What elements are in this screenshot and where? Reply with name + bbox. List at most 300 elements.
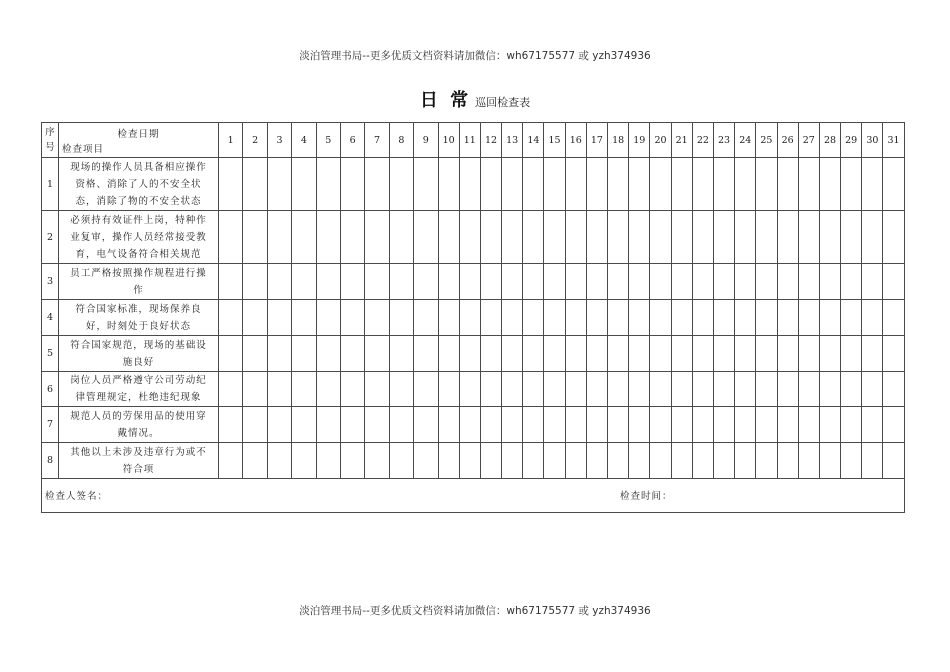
check-cell[interactable]	[629, 300, 650, 336]
check-cell[interactable]	[438, 372, 459, 407]
check-cell[interactable]	[777, 158, 798, 211]
check-cell[interactable]	[713, 211, 734, 264]
check-cell[interactable]	[219, 211, 243, 264]
check-cell[interactable]	[502, 158, 523, 211]
check-cell[interactable]	[629, 372, 650, 407]
check-cell[interactable]	[650, 372, 671, 407]
check-cell[interactable]	[777, 211, 798, 264]
check-cell[interactable]	[243, 300, 267, 336]
check-cell[interactable]	[243, 336, 267, 372]
check-cell[interactable]	[671, 443, 692, 479]
check-cell[interactable]	[292, 336, 316, 372]
check-cell[interactable]	[862, 372, 883, 407]
check-cell[interactable]	[365, 443, 389, 479]
check-cell[interactable]	[502, 407, 523, 443]
check-cell[interactable]	[713, 158, 734, 211]
check-cell[interactable]	[480, 336, 501, 372]
check-cell[interactable]	[219, 372, 243, 407]
check-cell[interactable]	[777, 407, 798, 443]
check-cell[interactable]	[841, 407, 862, 443]
check-cell[interactable]	[316, 211, 340, 264]
check-cell[interactable]	[544, 336, 565, 372]
check-cell[interactable]	[523, 443, 544, 479]
check-cell[interactable]	[267, 407, 291, 443]
check-cell[interactable]	[629, 407, 650, 443]
row-item-line: 必须持有效证件上岗，特种作	[70, 214, 207, 226]
check-cell[interactable]	[544, 211, 565, 264]
check-cell[interactable]	[819, 300, 840, 336]
signature-row	[42, 479, 905, 513]
check-cell[interactable]	[316, 372, 340, 407]
row-item	[59, 336, 219, 372]
row-item-line: 规范人员的劳保用品的使用穿	[70, 410, 207, 422]
check-cell[interactable]	[414, 372, 438, 407]
day-header: 1	[219, 123, 243, 158]
row-item-line: 符合项	[122, 463, 155, 475]
check-cell[interactable]	[292, 372, 316, 407]
check-cell[interactable]	[389, 264, 413, 300]
check-cell[interactable]	[243, 264, 267, 300]
check-cell[interactable]	[438, 336, 459, 372]
check-cell[interactable]	[523, 211, 544, 264]
check-cell[interactable]	[523, 158, 544, 211]
check-cell[interactable]	[883, 158, 904, 211]
check-cell[interactable]	[756, 372, 777, 407]
check-cell[interactable]	[219, 407, 243, 443]
check-cell[interactable]	[841, 264, 862, 300]
check-cell[interactable]	[629, 264, 650, 300]
check-cell[interactable]	[650, 211, 671, 264]
table-row	[42, 372, 905, 407]
check-cell[interactable]	[219, 300, 243, 336]
check-cell[interactable]	[586, 264, 607, 300]
check-cell[interactable]	[650, 158, 671, 211]
check-cell[interactable]	[608, 264, 629, 300]
check-cell[interactable]	[841, 300, 862, 336]
row-item-line: 好，时刻处于良好状态	[85, 320, 191, 332]
check-cell[interactable]	[608, 158, 629, 211]
check-cell[interactable]	[267, 211, 291, 264]
check-cell[interactable]	[692, 300, 713, 336]
check-cell[interactable]	[267, 158, 291, 211]
check-cell[interactable]	[459, 336, 480, 372]
check-cell[interactable]	[862, 300, 883, 336]
check-cell[interactable]	[862, 407, 883, 443]
check-cell[interactable]	[544, 300, 565, 336]
check-cell[interactable]	[735, 407, 756, 443]
check-cell[interactable]	[292, 443, 316, 479]
check-cell[interactable]	[340, 158, 364, 211]
time-label: 检查时间：	[620, 491, 673, 502]
check-cell[interactable]	[414, 407, 438, 443]
day-header: 19	[629, 123, 650, 158]
check-cell[interactable]	[414, 443, 438, 479]
check-cell[interactable]	[316, 158, 340, 211]
check-cell[interactable]	[316, 336, 340, 372]
check-cell[interactable]	[735, 211, 756, 264]
check-cell[interactable]	[438, 407, 459, 443]
check-cell[interactable]	[316, 300, 340, 336]
check-cell[interactable]	[735, 443, 756, 479]
check-cell[interactable]	[756, 336, 777, 372]
check-cell[interactable]	[841, 372, 862, 407]
check-cell[interactable]	[629, 158, 650, 211]
check-cell[interactable]	[629, 211, 650, 264]
check-cell[interactable]	[365, 158, 389, 211]
day-header: 31	[883, 123, 904, 158]
check-cell[interactable]	[292, 407, 316, 443]
check-cell[interactable]	[713, 264, 734, 300]
check-cell[interactable]	[692, 407, 713, 443]
check-cell[interactable]	[883, 443, 904, 479]
check-cell[interactable]	[459, 407, 480, 443]
check-cell[interactable]	[365, 336, 389, 372]
row-item	[59, 158, 219, 211]
check-cell[interactable]	[671, 407, 692, 443]
check-cell[interactable]	[650, 443, 671, 479]
table-row	[42, 443, 905, 479]
check-cell[interactable]	[608, 211, 629, 264]
row-item-line: 态，消除了物的不安全状态	[75, 195, 202, 207]
check-cell[interactable]	[340, 264, 364, 300]
check-cell[interactable]	[735, 158, 756, 211]
check-cell[interactable]	[565, 372, 586, 407]
check-cell[interactable]	[798, 443, 819, 479]
check-cell[interactable]	[862, 443, 883, 479]
check-cell[interactable]	[502, 372, 523, 407]
check-cell[interactable]	[480, 211, 501, 264]
check-cell[interactable]	[459, 372, 480, 407]
check-cell[interactable]	[798, 336, 819, 372]
check-cell[interactable]	[798, 211, 819, 264]
check-cell[interactable]	[756, 407, 777, 443]
day-header: 20	[650, 123, 671, 158]
check-cell[interactable]	[544, 158, 565, 211]
check-cell[interactable]	[267, 372, 291, 407]
check-cell[interactable]	[389, 407, 413, 443]
check-cell[interactable]	[438, 443, 459, 479]
check-cell[interactable]	[340, 407, 364, 443]
check-cell[interactable]	[650, 407, 671, 443]
check-cell[interactable]	[756, 158, 777, 211]
check-cell[interactable]	[438, 158, 459, 211]
check-cell[interactable]	[243, 158, 267, 211]
check-cell[interactable]	[819, 264, 840, 300]
check-cell[interactable]	[692, 264, 713, 300]
check-cell[interactable]	[438, 264, 459, 300]
check-cell[interactable]	[713, 300, 734, 336]
check-cell[interactable]	[565, 264, 586, 300]
check-cell[interactable]	[565, 443, 586, 479]
check-cell[interactable]	[883, 372, 904, 407]
check-cell[interactable]	[389, 211, 413, 264]
check-cell[interactable]	[798, 372, 819, 407]
check-cell[interactable]	[502, 211, 523, 264]
check-cell[interactable]	[671, 300, 692, 336]
day-header: 18	[608, 123, 629, 158]
signature-cell[interactable]	[42, 479, 905, 513]
check-cell[interactable]	[480, 264, 501, 300]
row-item-line: 其他以上未涉及违章行为或不	[70, 446, 207, 458]
check-cell[interactable]	[389, 443, 413, 479]
check-cell[interactable]	[565, 407, 586, 443]
check-cell[interactable]	[883, 264, 904, 300]
check-cell[interactable]	[819, 158, 840, 211]
check-cell[interactable]	[608, 407, 629, 443]
check-cell[interactable]	[713, 443, 734, 479]
check-cell[interactable]	[883, 336, 904, 372]
day-header: 10	[438, 123, 459, 158]
row-item-line: 戴情况。	[117, 427, 160, 439]
page-footer: 淡泊管理书局--更多优质文档资料请加微信：wh67175577 或 yzh374936	[299, 605, 651, 617]
check-cell[interactable]	[883, 407, 904, 443]
check-cell[interactable]	[692, 211, 713, 264]
check-cell[interactable]	[544, 372, 565, 407]
day-header: 14	[523, 123, 544, 158]
check-cell[interactable]	[544, 264, 565, 300]
check-cell[interactable]	[459, 158, 480, 211]
check-cell[interactable]	[502, 336, 523, 372]
row-item-line: 符合国家规范，现场的基础设	[70, 339, 207, 351]
check-cell[interactable]	[414, 336, 438, 372]
day-header: 27	[798, 123, 819, 158]
check-cell[interactable]	[565, 300, 586, 336]
table-row	[42, 158, 905, 211]
day-header: 11	[459, 123, 480, 158]
row-item	[59, 211, 219, 264]
check-cell[interactable]	[414, 158, 438, 211]
check-cell[interactable]	[292, 158, 316, 211]
check-cell[interactable]	[692, 372, 713, 407]
check-cell[interactable]	[219, 158, 243, 211]
check-cell[interactable]	[777, 264, 798, 300]
check-cell[interactable]	[438, 211, 459, 264]
check-cell[interactable]	[365, 211, 389, 264]
check-cell[interactable]	[389, 300, 413, 336]
check-cell[interactable]	[544, 407, 565, 443]
check-cell[interactable]	[586, 211, 607, 264]
check-cell[interactable]	[841, 158, 862, 211]
check-cell[interactable]	[523, 407, 544, 443]
check-cell[interactable]	[671, 211, 692, 264]
check-cell[interactable]	[480, 407, 501, 443]
check-cell[interactable]	[459, 211, 480, 264]
check-cell[interactable]	[862, 264, 883, 300]
check-cell[interactable]	[819, 407, 840, 443]
check-cell[interactable]	[735, 372, 756, 407]
check-cell[interactable]	[365, 407, 389, 443]
check-cell[interactable]	[756, 264, 777, 300]
check-cell[interactable]	[671, 158, 692, 211]
check-cell[interactable]	[819, 443, 840, 479]
check-cell[interactable]	[243, 211, 267, 264]
check-cell[interactable]	[365, 372, 389, 407]
check-cell[interactable]	[523, 336, 544, 372]
check-cell[interactable]	[459, 264, 480, 300]
check-cell[interactable]	[671, 372, 692, 407]
check-cell[interactable]	[629, 336, 650, 372]
check-cell[interactable]	[267, 443, 291, 479]
check-cell[interactable]	[243, 443, 267, 479]
check-cell[interactable]	[608, 372, 629, 407]
check-cell[interactable]	[523, 300, 544, 336]
check-cell[interactable]	[841, 336, 862, 372]
check-cell[interactable]	[713, 336, 734, 372]
check-cell[interactable]	[389, 158, 413, 211]
check-cell[interactable]	[316, 443, 340, 479]
check-cell[interactable]	[316, 407, 340, 443]
check-cell[interactable]	[798, 264, 819, 300]
day-header: 4	[292, 123, 316, 158]
check-cell[interactable]	[459, 443, 480, 479]
day-header: 17	[586, 123, 607, 158]
check-cell[interactable]	[365, 300, 389, 336]
check-cell[interactable]	[544, 443, 565, 479]
check-cell[interactable]	[340, 336, 364, 372]
check-cell[interactable]	[502, 264, 523, 300]
check-cell[interactable]	[841, 443, 862, 479]
check-cell[interactable]	[883, 211, 904, 264]
day-header: 21	[671, 123, 692, 158]
check-cell[interactable]	[586, 407, 607, 443]
check-cell[interactable]	[862, 336, 883, 372]
check-cell[interactable]	[692, 443, 713, 479]
check-cell[interactable]	[523, 372, 544, 407]
check-cell[interactable]	[608, 336, 629, 372]
check-cell[interactable]	[692, 158, 713, 211]
inspection-table	[41, 122, 905, 513]
check-cell[interactable]	[292, 300, 316, 336]
check-cell[interactable]	[819, 336, 840, 372]
check-cell[interactable]	[316, 264, 340, 300]
check-cell[interactable]	[671, 336, 692, 372]
check-cell[interactable]	[219, 264, 243, 300]
check-cell[interactable]	[243, 407, 267, 443]
check-cell[interactable]	[586, 443, 607, 479]
check-cell[interactable]	[777, 336, 798, 372]
check-cell[interactable]	[292, 264, 316, 300]
row-item-line: 律管理规定，杜绝违纪现象	[75, 392, 202, 403]
check-cell[interactable]	[777, 372, 798, 407]
check-cell[interactable]	[459, 300, 480, 336]
check-cell[interactable]	[267, 300, 291, 336]
row-item	[59, 300, 219, 336]
check-cell[interactable]	[480, 300, 501, 336]
check-cell[interactable]	[671, 264, 692, 300]
check-cell[interactable]	[650, 300, 671, 336]
day-header: 9	[414, 123, 438, 158]
check-cell[interactable]	[841, 211, 862, 264]
check-cell[interactable]	[692, 336, 713, 372]
check-cell[interactable]	[389, 336, 413, 372]
check-cell[interactable]	[883, 300, 904, 336]
check-cell[interactable]	[365, 264, 389, 300]
check-cell[interactable]	[819, 211, 840, 264]
row-seq: 3	[42, 264, 59, 300]
check-cell[interactable]	[735, 264, 756, 300]
check-cell[interactable]	[480, 443, 501, 479]
check-cell[interactable]	[219, 336, 243, 372]
row-item-line: 符合国家标准，现场保养良	[75, 303, 202, 315]
row-item	[59, 443, 219, 479]
check-cell[interactable]	[267, 336, 291, 372]
check-cell[interactable]	[608, 300, 629, 336]
check-cell[interactable]	[650, 336, 671, 372]
check-cell[interactable]	[586, 372, 607, 407]
check-cell[interactable]	[565, 158, 586, 211]
check-cell[interactable]	[414, 211, 438, 264]
check-cell[interactable]	[565, 211, 586, 264]
check-cell[interactable]	[340, 443, 364, 479]
check-cell[interactable]	[414, 300, 438, 336]
page-title	[0, 86, 950, 112]
check-cell[interactable]	[819, 372, 840, 407]
day-header: 30	[862, 123, 883, 158]
header-seq: 序号	[42, 123, 59, 158]
table-row	[42, 211, 905, 264]
row-item-line: 资格、消除了人的不安全状	[75, 178, 202, 190]
check-cell[interactable]	[862, 211, 883, 264]
check-cell[interactable]	[267, 264, 291, 300]
check-cell[interactable]	[586, 336, 607, 372]
header-item-label: 检查项目	[62, 144, 105, 155]
check-cell[interactable]	[438, 300, 459, 336]
check-cell[interactable]	[219, 443, 243, 479]
check-cell[interactable]	[756, 443, 777, 479]
day-header: 6	[340, 123, 364, 158]
check-cell[interactable]	[502, 443, 523, 479]
check-cell[interactable]	[586, 158, 607, 211]
check-cell[interactable]	[340, 372, 364, 407]
check-cell[interactable]	[586, 300, 607, 336]
check-cell[interactable]	[414, 264, 438, 300]
row-seq: 7	[42, 407, 59, 443]
check-cell[interactable]	[650, 264, 671, 300]
check-cell[interactable]	[713, 407, 734, 443]
check-cell[interactable]	[756, 300, 777, 336]
check-cell[interactable]	[340, 211, 364, 264]
check-cell[interactable]	[243, 372, 267, 407]
check-cell[interactable]	[480, 158, 501, 211]
check-cell[interactable]	[292, 211, 316, 264]
check-cell[interactable]	[565, 336, 586, 372]
check-cell[interactable]	[735, 300, 756, 336]
day-header: 3	[267, 123, 291, 158]
check-cell[interactable]	[340, 300, 364, 336]
check-cell[interactable]	[777, 443, 798, 479]
check-cell[interactable]	[862, 158, 883, 211]
check-cell[interactable]	[777, 300, 798, 336]
check-cell[interactable]	[735, 336, 756, 372]
check-cell[interactable]	[389, 372, 413, 407]
check-cell[interactable]	[608, 443, 629, 479]
day-header: 26	[777, 123, 798, 158]
check-cell[interactable]	[713, 372, 734, 407]
day-header: 5	[316, 123, 340, 158]
row-item-line: 岗位人员严格遵守公司劳动纪	[70, 375, 207, 386]
check-cell[interactable]	[629, 443, 650, 479]
check-cell[interactable]	[523, 264, 544, 300]
check-cell[interactable]	[798, 158, 819, 211]
title-sub: 巡回检查表	[475, 96, 531, 109]
check-cell[interactable]	[798, 407, 819, 443]
check-cell[interactable]	[480, 372, 501, 407]
row-seq: 8	[42, 443, 59, 479]
check-cell[interactable]	[502, 300, 523, 336]
check-cell[interactable]	[756, 211, 777, 264]
table-row	[42, 264, 905, 300]
check-cell[interactable]	[798, 300, 819, 336]
